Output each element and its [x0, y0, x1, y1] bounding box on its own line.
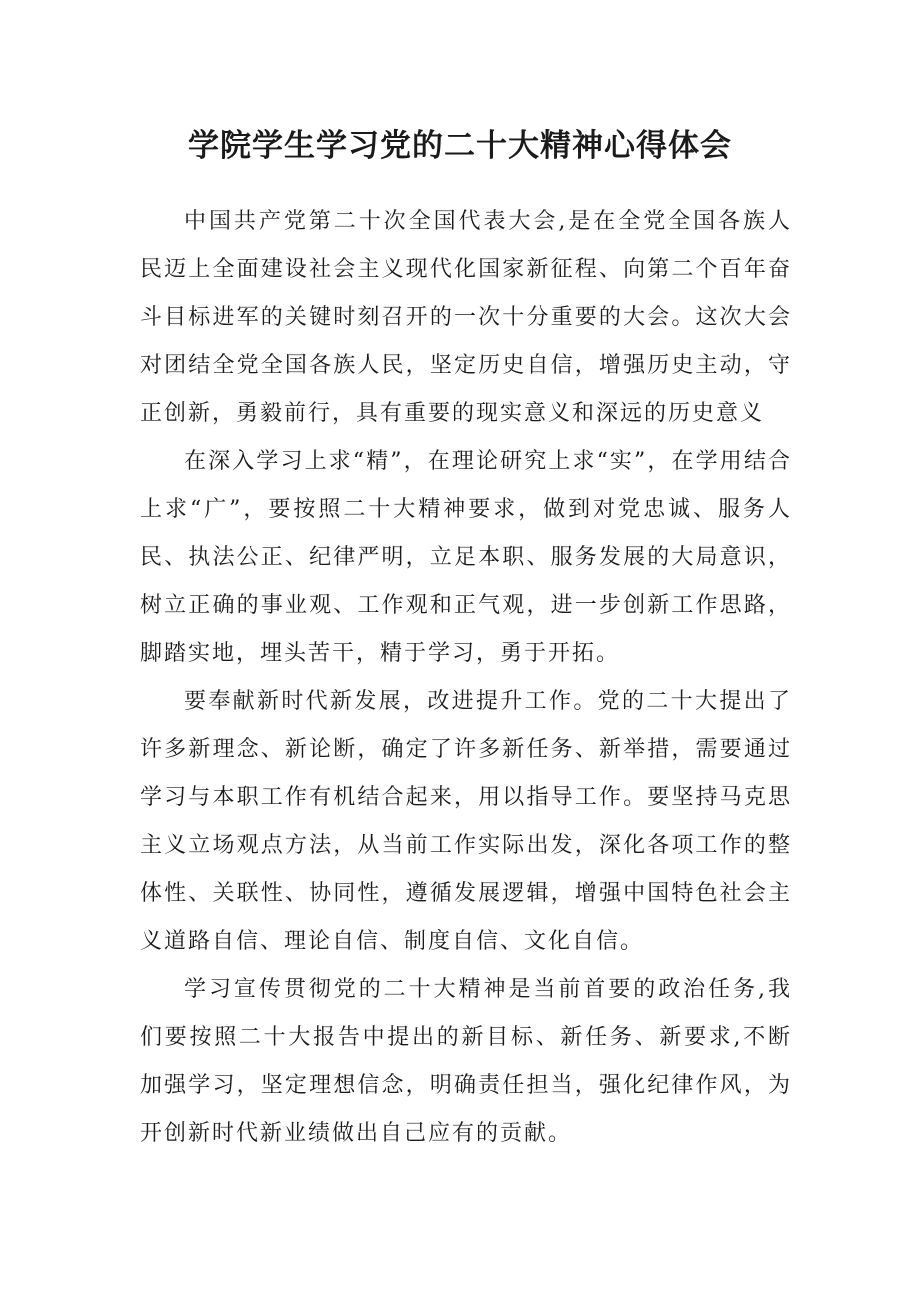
paragraph-4: 学习宣传贯彻党的二十大精神是当前首要的政治任务,我们要按照二十大报告中提出的新目标、新任务、新要求,不断加强学习，坚定理想信念，明确责任担当，强化纪律作风，为开创新时代新业绩做出自己应有的贡献。: [140, 977, 792, 1146]
paragraph-1: 中国共产党第二十次全国代表大会,是在全党全国各族人民迈上全面建设社会主义现代化国家新征程、向第二个百年奋斗目标进军的关键时刻召开的一次十分重要的大会。这次大会对团结全党全国各族人民，坚定历史自信，增强历史主动，守正创新，勇毅前行，具有重要的现实意义和深远的历史意义: [140, 209, 792, 426]
document-title: 学院学生学习党的二十大精神心得体会: [188, 128, 732, 164]
paragraph-3: 要奉献新时代新发展，改进提升工作。党的二十大提出了许多新理念、新论断，确定了许多新任务、新举措，需要通过学习与本职工作有机结合起来，用以指导工作。要坚持马克思主义立场观点方法，从当前工作实际出发，深化各项工作的整体性、关联性、协同性，遵循发展逻辑，增强中国特色社会主义道路自信、理论自信、制度自信、文化自信。: [140, 689, 792, 954]
document-body: [140, 198, 792, 1158]
paragraph-2: 在深入学习上求“精”，在理论研究上求“实”，在学用结合上求“广”，要按照二十大精神要求，做到对党忠诚、服务人民、执法公正、纪律严明，立足本职、服务发展的大局意识，树立正确的事业观、工作观和正气观，进一步创新工作思路，脚踏实地，埋头苦干，精于学习，勇于开拓。: [140, 449, 792, 666]
